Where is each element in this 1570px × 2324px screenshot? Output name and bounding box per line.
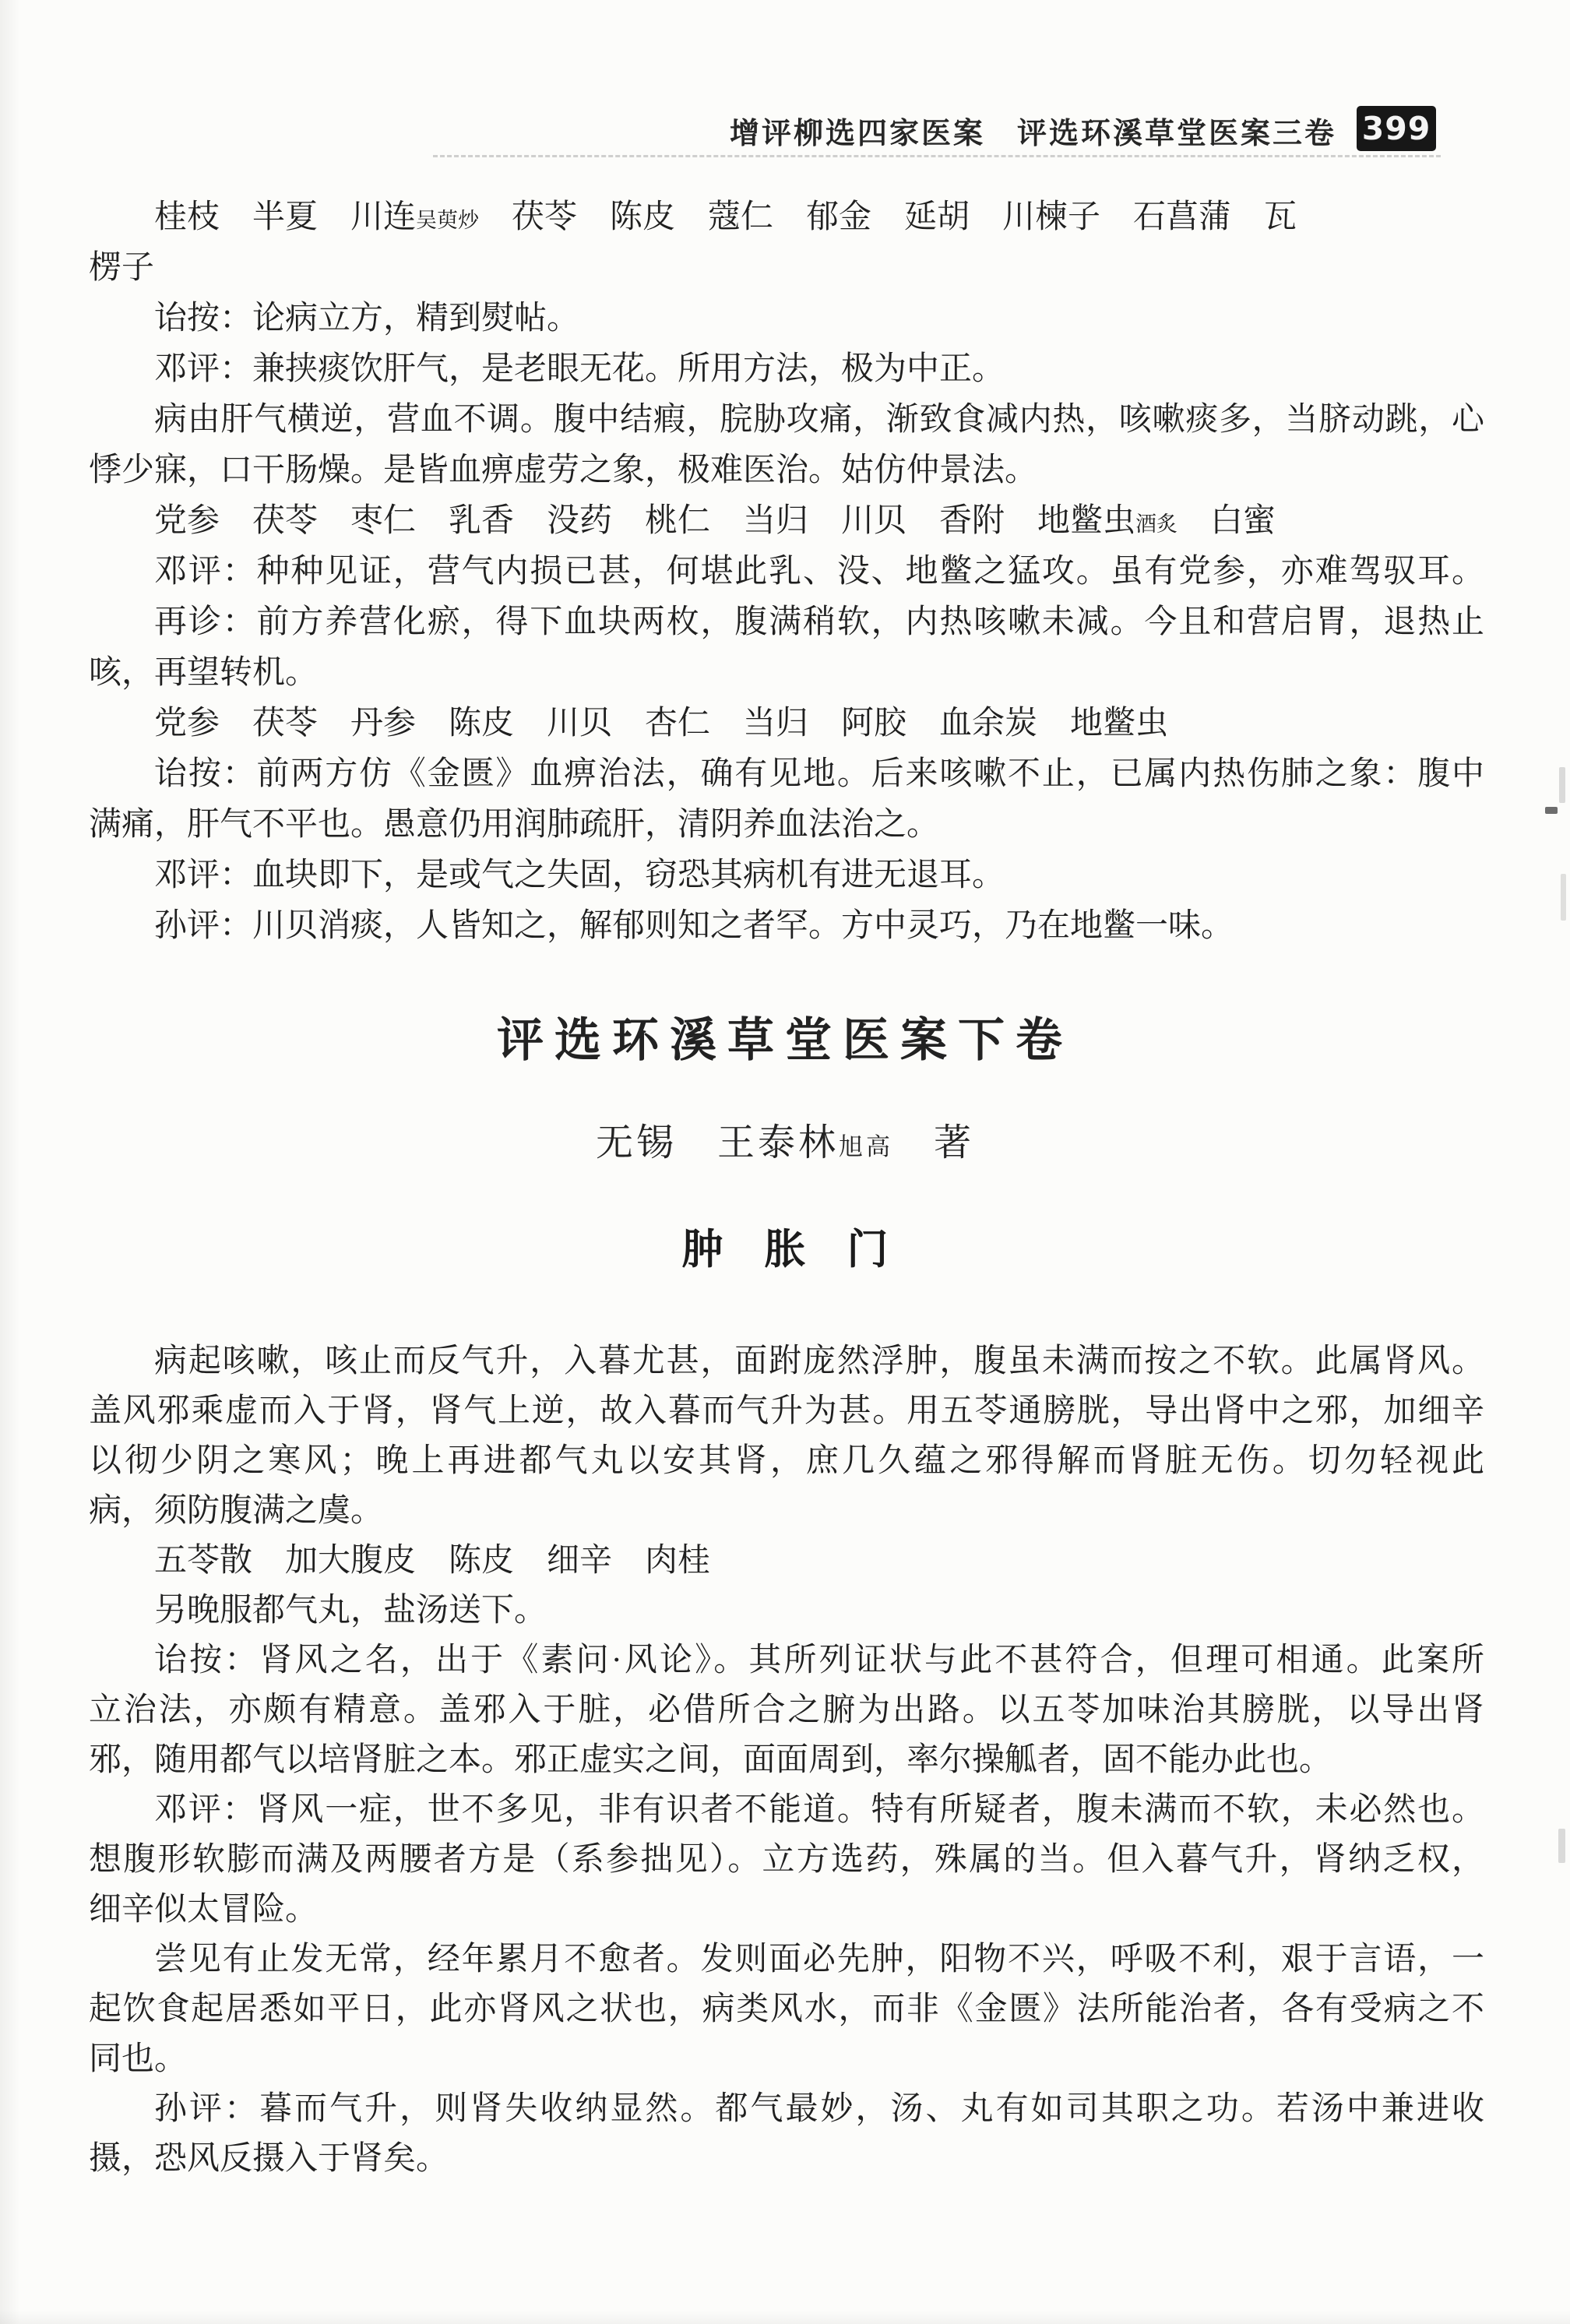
commentary-line-deng-ping: 邓评：血块即下，是或气之失固，窃恐其病机有进无退耳。: [154, 857, 1005, 893]
prescription-text: 党参 茯苓 枣仁 乳香 没药 桃仁 当归 川贝 香附 地鳖虫: [154, 503, 1136, 539]
dosage-instruction-line: 另晚服都气丸，盐汤送下。: [154, 1593, 547, 1629]
commentary-continuation: 邪，随用都气以培肾脏之本。邪正虚实之间，面面周到，率尔操觚者，固不能办此也。: [89, 1742, 1332, 1778]
second-visit-line: 再诊：前方养营化瘀，得下血块两枚，腹满稍软，内热咳嗽未减。今且和营启胃，退热止: [154, 604, 1484, 640]
commentary-continuation: 起饮食起居悉如平日，此亦肾风之状也，病类风水，而非《金匮》法所能治者，各有受病之不: [89, 1991, 1484, 2027]
commentary-line-sun-ping: 孙评：川贝消痰，人皆知之，解郁则知之者罕。方中灵巧，乃在地鳖一味。: [154, 908, 1234, 944]
page-number-badge: [1357, 106, 1436, 151]
scan-artifact: [1558, 1829, 1565, 1863]
prescription-text: 茯苓 陈皮 蔻仁 郁金 延胡 川楝子 石菖蒲 瓦: [479, 199, 1297, 235]
scan-edge-shadow-bottom: [0, 2310, 1570, 2324]
case-text-line: 以彻少阴之寒风；晚上再进都气丸以安其肾，庶几久蕴之邪得解而肾脏无伤。切勿轻视此: [89, 1443, 1484, 1479]
commentary-line-deng-ping: 邓评：种种见证，营气内损已甚，何堪此乳、没、地鳖之猛攻。虽有党参，亦难驾驭耳。: [154, 554, 1484, 590]
scan-artifact: [1561, 874, 1566, 921]
commentary-continuation: 立治法，亦颇有精意。盖邪入于脏，必借所合之腑为出路。以五苓加味治其膀胱，以导出肾: [89, 1692, 1484, 1728]
prescription-text: 桂枝 半夏 川连: [154, 199, 417, 235]
case-text-line: 病起咳嗽，咳止而反气升，入暮尤甚，面跗庞然浮肿，腹虽未满而按之不软。此属肾风。: [154, 1343, 1484, 1379]
prescription-line: 党参 茯苓 丹参 陈皮 川贝 杏仁 当归 阿胶 血余炭 地鳖虫: [154, 706, 1169, 741]
commentary-continuation: 细辛似太冒险。: [89, 1892, 319, 1928]
case-text-line: 悸少寐，口干肠燥。是皆血痹虚劳之象，极难医治。姑仿仲景法。: [89, 452, 1038, 488]
prescription-line: [89, 496, 1484, 547]
commentary-line-yi-an: 诒按：肾风之名，出于《素问·风论》。其所列证状与此不甚符合，但理可相通。此案所: [154, 1643, 1484, 1678]
second-visit-continuation: 咳，再望转机。: [89, 655, 319, 691]
prescription-line: 五苓散 加大腹皮 陈皮 细辛 肉桂: [154, 1543, 711, 1579]
author-courtesy-name: 旭高: [839, 1133, 893, 1160]
commentary-line: 尝见有止发无常，经年累月不愈者。发则面必先肿，阳物不兴，呼吸不利，艰于言语，一: [154, 1942, 1484, 1977]
scan-artifact: [1545, 807, 1558, 814]
section-title-swelling-chapter: 肿 胀 门: [681, 1227, 889, 1273]
commentary-line-yi-an: 诒按：前两方仿《金匮》血痹治法，确有见地。后来咳嗽不止，已属内热伤肺之象：腹中: [154, 756, 1484, 792]
prescription-preparation-note: 酒炙: [1135, 512, 1178, 536]
case-text-line: 病由肝气横逆，营血不调。腹中结瘕，脘胁攻痛，渐致食减内热，咳嗽痰多，当脐动跳，心: [154, 402, 1484, 438]
case-text-line: 盖风邪乘虚而入于肾，肾气上逆，故入暮而气升为甚。用五苓通膀胱，导出肾中之邪，加细辛: [89, 1393, 1484, 1429]
header-divider-rule: [433, 155, 1441, 157]
commentary-line-sun-ping: 孙评：暮而气升，则肾失收纳显然。都气最妙，汤、丸有如司其职之功。若汤中兼进收: [154, 2091, 1484, 2127]
scan-artifact: [1559, 767, 1565, 803]
prescription-text: 白蜜: [1178, 503, 1276, 539]
page-number: 399: [1361, 110, 1431, 147]
prescription-preparation-note: 吴萸炒: [416, 209, 480, 232]
commentary-line-deng-ping: 邓评：兼挟痰饮肝气，是老眼无花。所用方法，极为中正。: [154, 351, 1005, 387]
upper-text-block: [89, 192, 1484, 952]
author-suffix: 著: [893, 1122, 975, 1164]
commentary-line-yi-an: 诒按：论病立方，精到熨帖。: [154, 301, 580, 336]
commentary-line-deng-ping: 邓评：肾风一症，世不多见，非有识者不能道。特有所疑者，腹未满而不软，未必然也。: [154, 1792, 1484, 1828]
running-header-title: 增评柳选四家医案 评选环溪草堂医案三卷: [729, 118, 1336, 150]
prescription-line-continuation: 楞子: [89, 250, 155, 286]
commentary-continuation: 满痛，肝气不平也。愚意仍用润肺疏肝，清阴养血法治之。: [89, 807, 940, 843]
author-line: [0, 1112, 1570, 1166]
author-place-name: 无锡 王泰林: [595, 1122, 839, 1164]
commentary-continuation: 想腹形软膨而满及两腰者方是（系参拙见）。立方选药，殊属的当。但入暮气升，肾纳乏权，: [89, 1842, 1484, 1878]
case-text-block: [89, 1336, 1484, 2184]
case-text-line: 病，须防腹满之虞。: [89, 1493, 384, 1529]
prescription-line: [89, 192, 1484, 243]
commentary-continuation: 摄，恐风反摄入于肾矣。: [89, 2141, 449, 2177]
volume-title: 评选环溪草堂医案下卷: [497, 1015, 1073, 1066]
commentary-continuation: 同也。: [89, 2041, 188, 2077]
